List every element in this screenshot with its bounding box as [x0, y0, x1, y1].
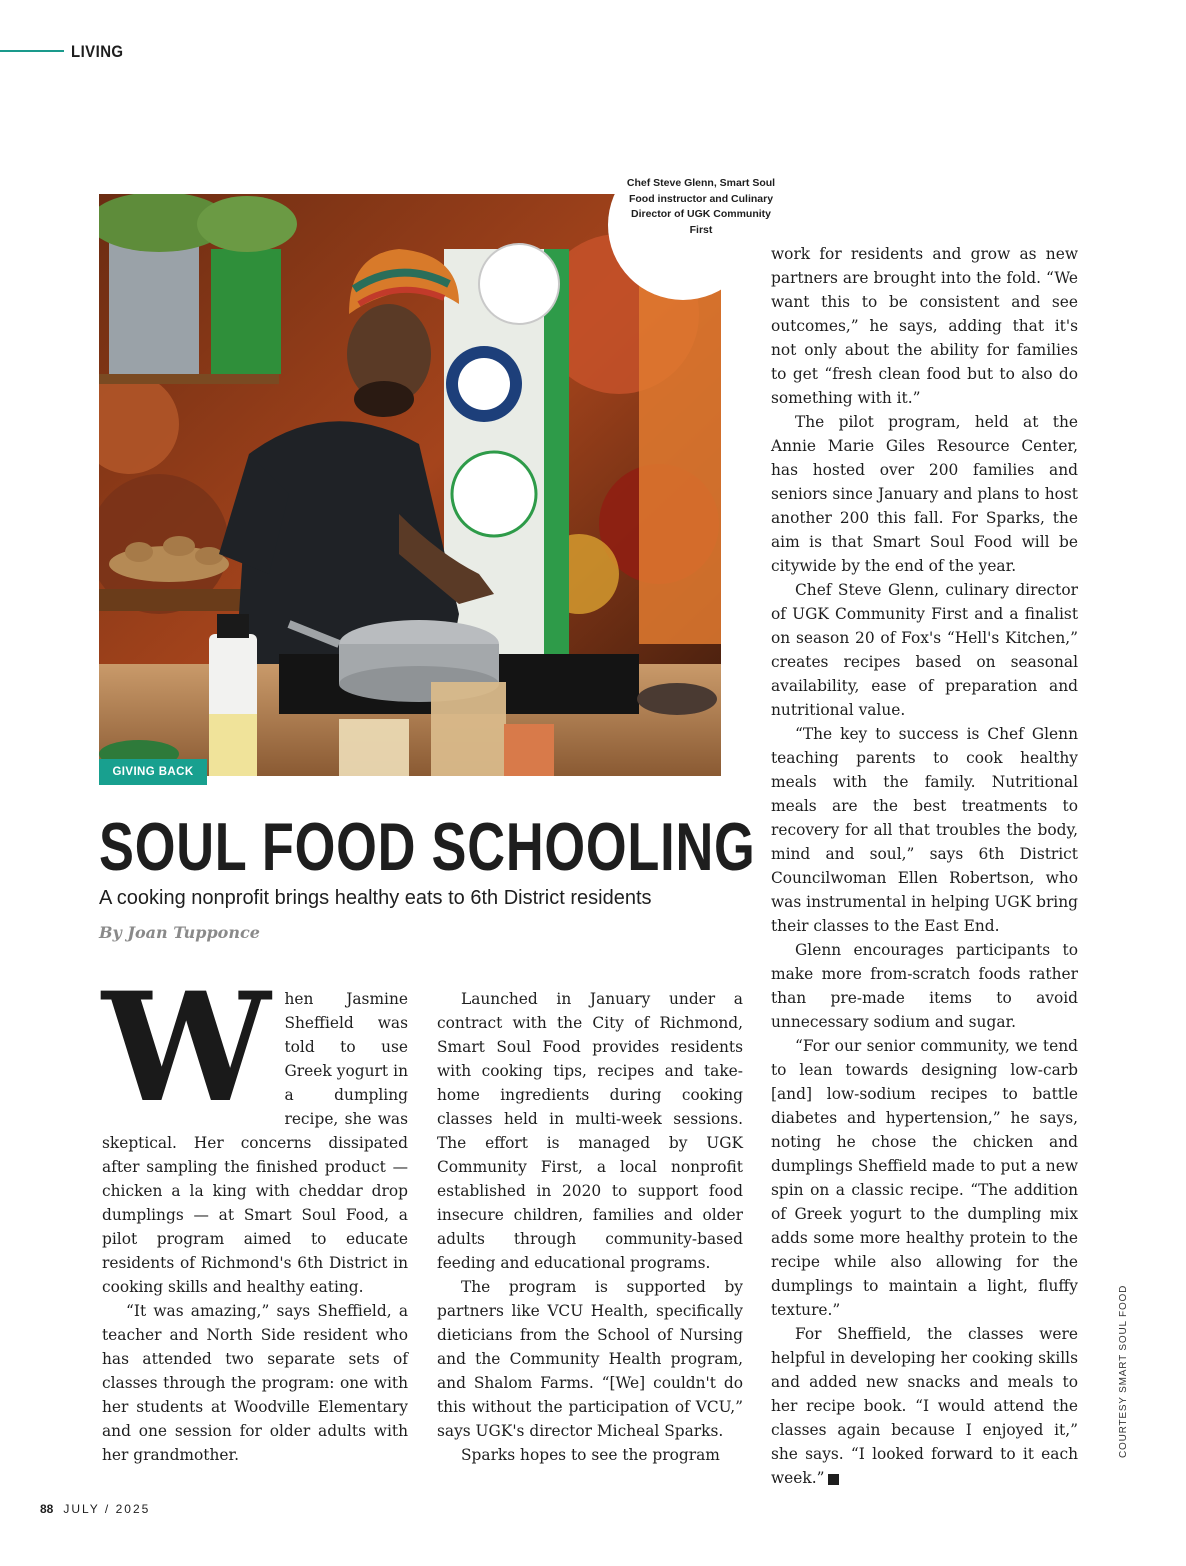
page-number: 88 [40, 1502, 54, 1516]
end-mark-icon [828, 1474, 839, 1485]
category-tag: GIVING BACK [99, 759, 207, 785]
paragraph-last [771, 1322, 1078, 1490]
paragraph: work for residents and grow as new partners are brought into the fold. “We want this to be consistent and see outcomes,” he says, adding that it's not only about the ability for families to get “fresh clean food but to also do something with it.” [771, 245, 1078, 407]
issue-date: JULY / 2025 [63, 1502, 151, 1516]
column-3 [771, 242, 1078, 1490]
chef-photo [99, 194, 721, 776]
paragraph: “It was amazing,” says Sheffield, a teacher and North Side resident who has attended two separate sets of classes through the program: one with her students at Woodville Elementary and one session for older adults with her grandmother. [102, 1302, 408, 1464]
byline: By Joan Tupponce [99, 923, 260, 942]
paragraph: “The key to success is Chef Glenn teaching parents to cook healthy meals with the family. Nutritional meals are the best treatments to recovery for all that troubles the body, mind and soul,” says 6th District Councilwoman Ellen Robertson, who was instrumental in helping UGK bring their classes to the East End. [771, 725, 1078, 935]
paragraph: The pilot program, held at the Annie Marie Giles Resource Center, has hosted over 200 families and seniors since January and plans to host another 200 this fall. For Sparks, the aim is that Smart Soul Food will be citywide by the end of the year. [771, 413, 1078, 575]
paragraph: “For our senior community, we tend to lean towards designing low-carb [and] low-sodium recipes to battle diabetes and hypertension,” he says, noting he chose the chicken and dumplings Sheffield made to put a new spin on a classic recipe. “The addition of Greek yogurt to the dumpling mix adds some more healthy protein to the recipe while also allowing for the dumplings to maintain a light, fluffy texture.” [771, 1037, 1078, 1319]
paragraph: Sparks hopes to see the program [461, 1446, 720, 1464]
paragraph: Glenn encourages participants to make more from-scratch foods rather than pre-made items to avoid unnecessary sodium and sugar. [771, 941, 1078, 1031]
deck: A cooking nonprofit brings healthy eats to 6th District residents [99, 887, 652, 909]
column-2 [437, 987, 743, 1467]
column-1 [102, 960, 408, 1467]
paragraph: Launched in January under a contract with the City of Richmond, Smart Soul Food provides residents with cooking tips, recipes and take-home ingredients during cooking classes held in multi-week sessions. The effort is managed by UGK Community First, a local nonprofit established in 2020 to support food insecure children, families and older adults through community-based feeding and educational programs. [437, 990, 743, 1272]
paragraph: hen Jasmine Sheffield was told to use Greek yogurt in a dumpling recipe, she was skeptical. Her concerns dissipated after sampling the finished product — chicken a la king with cheddar drop dumplings — at Smart Soul Food, a pilot program aimed to educate residents of Richmond's 6th District in cooking skills and healthy eating. [102, 990, 408, 1296]
photo-credit: COURTESY SMART SOUL FOOD [1118, 1284, 1129, 1458]
headline: SOUL FOOD SCHOOLING [99, 809, 756, 885]
paragraph: Chef Steve Glenn, culinary director of UGK Community First and a finalist on season 20 of Fox's “Hell's Kitchen,” creates recipes based on seasonal availability, ease of preparation and nutritional value. [771, 581, 1078, 719]
photo-caption: Chef Steve Glenn, Smart Soul Food instructor and Culinary Director of UGK Community First [626, 177, 776, 236]
folio [40, 1502, 150, 1516]
section-label: LIVING [71, 42, 124, 61]
paragraph: The program is supported by partners like VCU Health, specifically dieticians from the School of Nursing and the Community Health program, and Shalom Farms. “[We] couldn't do this without the participation of VCU,” says UGK's director Micheal Sparks. [437, 1278, 743, 1440]
paragraph-text: For Sheffield, the classes were helpful in developing her cooking skills and added new snacks and meals to her recipe book. “I would attend the classes again because I enjoyed it,” she says. “I looked forward to it each week.” [771, 1325, 1078, 1487]
section-rule [0, 50, 64, 52]
drop-cap: W [102, 960, 271, 1136]
